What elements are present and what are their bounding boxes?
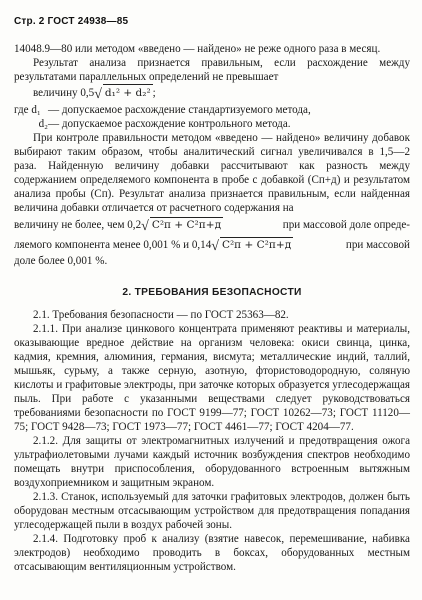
paragraph-control-method: При контроле правильности методом «введено — найдено» величину добавок выбирают таким образом, чтобы аналитический сигнал увеличивался в 1,5—2 раза. Найденную величину добавки рассчитывают как разность между содержанием определяемого компонента в пробе с добавкой (Cп+д) и результатом анализа пробы (Cп). Результат анализа признается правильным, если найденная величина добавки отличается от расчетного содержания на — [14, 132, 410, 214]
definition-text: — допускаемое расхождение стандартизуемого метода, — [48, 104, 311, 116]
formula-radicand: d₁² + d₂² — [103, 84, 153, 102]
definition-text: — допускаемое расхождение контрольного метода. — [48, 118, 291, 130]
formula-line-3 — [14, 237, 410, 254]
paragraph-continuation: 14048.9—80 или методом «введено — найдено» не реже одного раза в месяц. — [14, 43, 381, 55]
formula-group — [14, 217, 223, 234]
formula-suffix: ; — [152, 87, 156, 99]
page-header: Стр. 2 ГОСТ 24938—85 — [14, 16, 129, 27]
definitions-block — [14, 103, 410, 131]
formula-group — [14, 237, 293, 254]
formula-suffix: при массовой — [345, 239, 410, 251]
clause-2-1: 2.1. Требования безопасности — по ГОСТ 25363—82. — [33, 309, 289, 321]
clause-2-1-1: 2.1.1. При анализе цинкового концентрата применяют реактивы и материалы, оказывающие вредное действие на организм человека: окиси свинца, цинка, кадмия, кремния, алюминия, германия, висмута; металлические индий, таллий, мышьяк, сурьму, а также серную, азотную, фтористоводородную, соляную кислоты и графитовые электроды, при заточке которых образуется углесодержащая пыль. При работе с указанными веществами следует руководствоваться требованиями безопасности по ГОСТ 9199—77; ГОСТ 10262—73; ГОСТ 11120—75; ГОСТ 9428—73; ГОСТ 1973—77; ГОСТ 4461—77; ГОСТ 4204—77. — [14, 323, 410, 433]
definition-key: где d₁ — [14, 104, 41, 116]
clause-2-1-4: 2.1.4. Подготовку проб к анализу (взятие навесок, перемешивание, набивка электродов) необходимо проводить в боксах, оборудованных местным отсасывающим вентиляционным устройством. — [14, 533, 410, 573]
formula-prefix: величину 0,5 — [33, 87, 95, 99]
clause-2-1-2: 2.1.2. Для защиты от электромагнитных излучений и предотвращения ожога ультрафиолетовыми лучами каждый источник возбуждения спектров необходимо помещать внутри приспособления, оборудованного встроенным вытяжным воздухоприемником и защитным экраном. — [14, 435, 410, 489]
section-title: 2. ТРЕБОВАНИЯ БЕЗОПАСНОСТИ — [122, 287, 302, 298]
formula-prefix: величину не более, чем 0,2 — [14, 219, 142, 231]
paragraph-end: доле более 0,001 %. — [14, 255, 108, 267]
paragraph-result-criterion: Результат анализа признается правильным, если расхождение между результатами параллельных определений не превышает — [14, 57, 410, 83]
formula-prefix: ляемого компонента менее 0,001 % и 0,14 — [14, 239, 212, 251]
formula-radicand: C²п + C²п+д — [221, 239, 292, 251]
formula-line-2 — [14, 217, 410, 234]
definition-d2 — [14, 117, 410, 131]
sqrt-symbol: √ — [211, 239, 219, 254]
sqrt-symbol: √ — [94, 87, 102, 102]
definition-d1 — [14, 103, 410, 117]
clause-2-1-3: 2.1.3. Станок, используемый для заточки графитовых электродов, должен быть оборудован местным отсасывающим устройством для предотвращения попадания углесодержащей пыли в воздух рабочей зоны. — [14, 491, 410, 531]
formula-suffix: при массовой доле опреде- — [282, 219, 410, 231]
formula-line-1 — [14, 84, 410, 103]
sqrt-symbol: √ — [141, 219, 149, 234]
definition-key: d₂ — [38, 118, 48, 130]
formula-radicand: C²п + C²п+д — [151, 219, 222, 231]
document-body — [14, 42, 410, 574]
